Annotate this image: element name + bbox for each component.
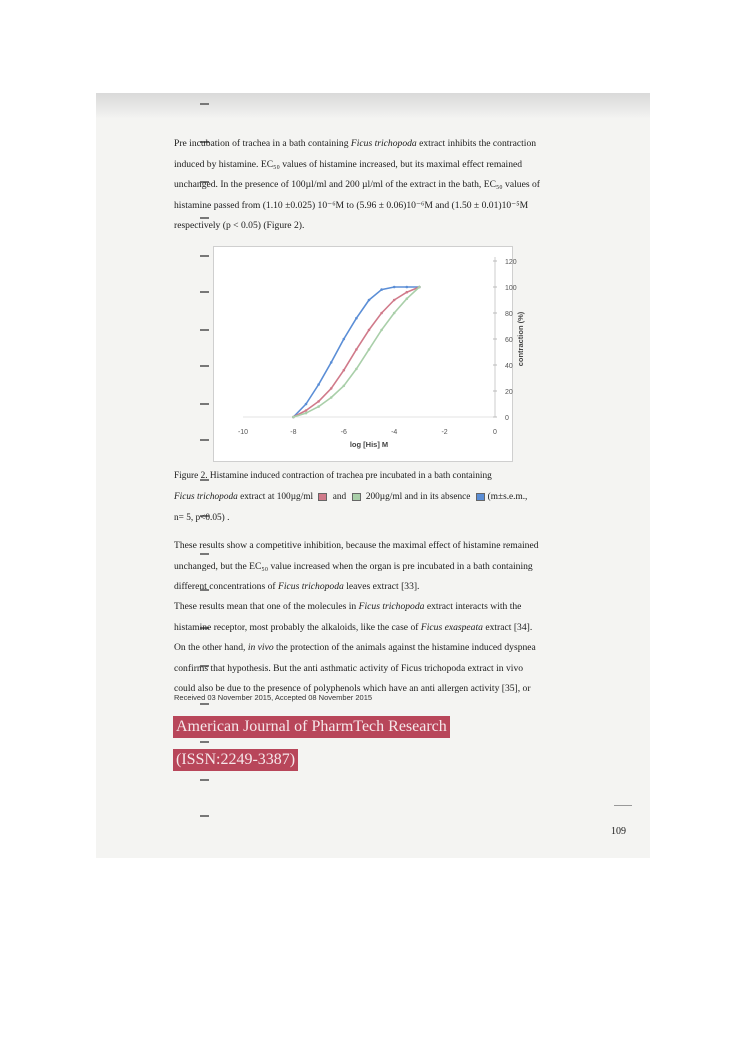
figure-2-chart [213, 246, 525, 462]
data-point [393, 312, 396, 315]
dose-response-chart [213, 246, 525, 462]
binding-edge [96, 93, 118, 858]
x-tick-label: -4 [391, 429, 398, 436]
figure-caption: Figure 2. Histamine induced contraction of trachea pre incubated in a bath containing Ficus trichopoda extract at 100µg/ml and 200µg/ml and in its absence (m±s.e.m., n= 5, p<0.05) . [174, 471, 528, 523]
y-tick-label: 20 [505, 389, 513, 396]
data-point [406, 291, 409, 294]
y-tick-label: 0 [505, 415, 509, 422]
data-point [343, 338, 346, 341]
data-point [368, 299, 371, 302]
x-tick-label: -6 [340, 429, 347, 436]
legend-swatch-100 [318, 493, 327, 501]
data-point [330, 361, 333, 364]
data-point [368, 329, 371, 332]
data-point [305, 409, 308, 412]
data-point [317, 400, 320, 403]
data-point [355, 348, 358, 351]
y-tick-label: 60 [505, 337, 513, 344]
y-tick-label: 80 [505, 311, 513, 318]
data-point [343, 369, 346, 372]
data-point [305, 403, 308, 406]
data-point [355, 317, 358, 320]
paragraph-discussion-2: These results mean that one of the molecules in Ficus trichopoda extract interacts with the histamine receptor, most probably the alkaloids, like the case of Ficus exaspeata extract [34]. On the other hand, in vivo the protection of the animals against the histamine induced dyspnea confirms that hypothesis. But the anti asthmatic activity of Ficus trichopoda extract in vivo could also be due to the presence of polyphenols which have an anti allergen activity [35], or [174, 601, 536, 695]
data-point [317, 383, 320, 386]
scan-shadow [96, 93, 650, 119]
data-point [368, 348, 371, 351]
data-point [330, 387, 333, 390]
data-point [380, 312, 383, 315]
received-date: Received 03 November 2015, Accepted 08 November 2015 [174, 693, 373, 702]
data-point [406, 286, 409, 289]
y-tick-label: 100 [505, 285, 517, 292]
y-tick-label: 40 [505, 363, 513, 370]
x-axis-label: log [His] M [349, 440, 389, 449]
data-point [406, 297, 409, 300]
paragraph-discussion-1: These results show a competitive inhibition, because the maximal effect of histamine remained unchanged, but the EC₅₀ value increased when the organ is pre incubated in a bath containing different concentrations of Ficus trichopoda leaves extract [33]. [174, 540, 539, 593]
y-axis-label: contraction (%) [516, 311, 525, 367]
data-point [393, 299, 396, 302]
data-point [343, 385, 346, 388]
legend-swatch-200 [352, 493, 361, 501]
data-point [292, 416, 295, 419]
footer-rule [614, 805, 632, 806]
data-point [393, 286, 396, 289]
data-point [317, 405, 320, 408]
journal-issn-banner: (ISSN:2249-3387) [173, 749, 298, 771]
chart-frame [214, 247, 513, 462]
data-point [355, 368, 358, 371]
data-point [305, 412, 308, 415]
data-point [418, 286, 421, 289]
x-tick-label: -8 [290, 429, 297, 436]
y-tick-label: 120 [505, 259, 517, 266]
data-point [330, 396, 333, 399]
x-tick-label: 0 [493, 429, 497, 436]
data-point [380, 329, 383, 332]
journal-name-banner: American Journal of PharmTech Research [173, 716, 450, 738]
x-tick-label: -2 [441, 429, 448, 436]
page-number: 109 [611, 826, 626, 837]
data-point [380, 288, 383, 291]
x-tick-label: -10 [237, 429, 249, 436]
paragraph-results: Pre incubation of trachea in a bath containing Ficus trichopoda extract inhibits the contraction induced by histamine. EC₅₀ values of histamine increased, but its maximal effect remained unchanged. In the presence of 100µl/ml and 200 µl/ml of the extract in the bath, EC₅₀ values of histamine passed from (1.10 ±0.025) 10⁻⁶M to (5.96 ± 0.06)10⁻⁶M and (1.50 ± 0.01)10⁻⁵M respectively (p < 0.05) (Figure 2). [174, 138, 540, 232]
legend-swatch-control [476, 493, 485, 501]
